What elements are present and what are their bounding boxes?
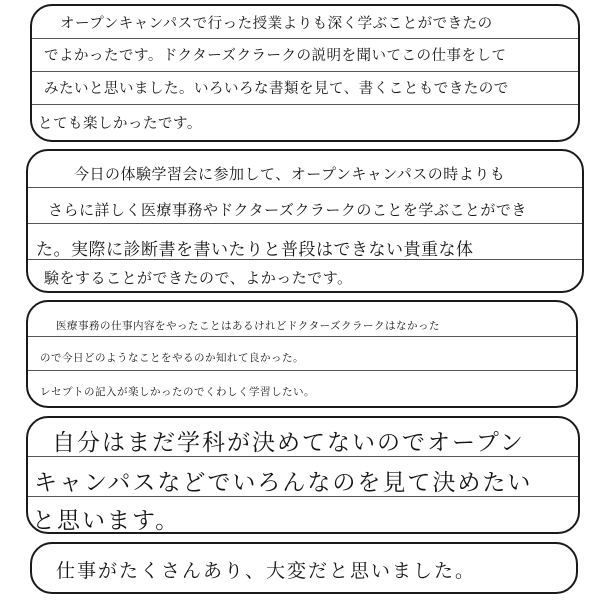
- ruled-line: [28, 336, 576, 337]
- comment-line: と思います。: [32, 508, 181, 534]
- ruled-line: [32, 104, 578, 105]
- comment-line: ので今日どのようなことをやるのか知れて良かった。: [40, 352, 304, 364]
- comment-line: た。実際に診断書を書いたりと普段はできない貴重な体: [36, 240, 474, 260]
- comment-line: さらに詳しく医療事務やドクターズクラークのことを学ぶことができ: [48, 201, 527, 219]
- comment-line: 自分はまだ学科が決めてないのでオープン: [52, 430, 525, 456]
- comment-line: 験をすることができたので、よかったです。: [44, 269, 353, 287]
- ruled-line: [28, 187, 582, 188]
- comment-card-1: [30, 4, 580, 142]
- comment-line: とても楽しかったです。: [38, 116, 202, 132]
- comment-line: 仕事がたくさんあり、大変だと思いました。: [56, 560, 477, 582]
- comment-line: オープンキャンパスで行った授業よりも深く学ぶことができたの: [60, 16, 493, 32]
- comment-card-2: [26, 149, 584, 293]
- comment-card-3: [26, 300, 578, 408]
- comment-card-4: [26, 416, 580, 534]
- comment-card-5: [30, 542, 578, 594]
- comment-line: でよかったです。ドクターズクラークの説明を聞いてこの仕事をして: [44, 48, 507, 64]
- comment-line: 医療事務の仕事内容をやったことはあるけれどドクターズクラークはなかった: [56, 320, 441, 332]
- ruled-line: [32, 38, 578, 39]
- ruled-line: [28, 370, 576, 371]
- ruled-line: [28, 223, 582, 224]
- ruled-line: [32, 71, 578, 72]
- comment-line: 今日の体験学習会に参加して、オープンキャンパスの時よりも: [74, 165, 506, 183]
- comment-line: レセプトの記入が楽しかったのでくわしく学習したい。: [40, 386, 315, 398]
- comment-line: みたいと思いました。いろいろな書類を見て、書くこともできたので: [44, 81, 509, 97]
- comment-line: キャンパスなどでいろんなのを見て決めたい: [34, 470, 533, 496]
